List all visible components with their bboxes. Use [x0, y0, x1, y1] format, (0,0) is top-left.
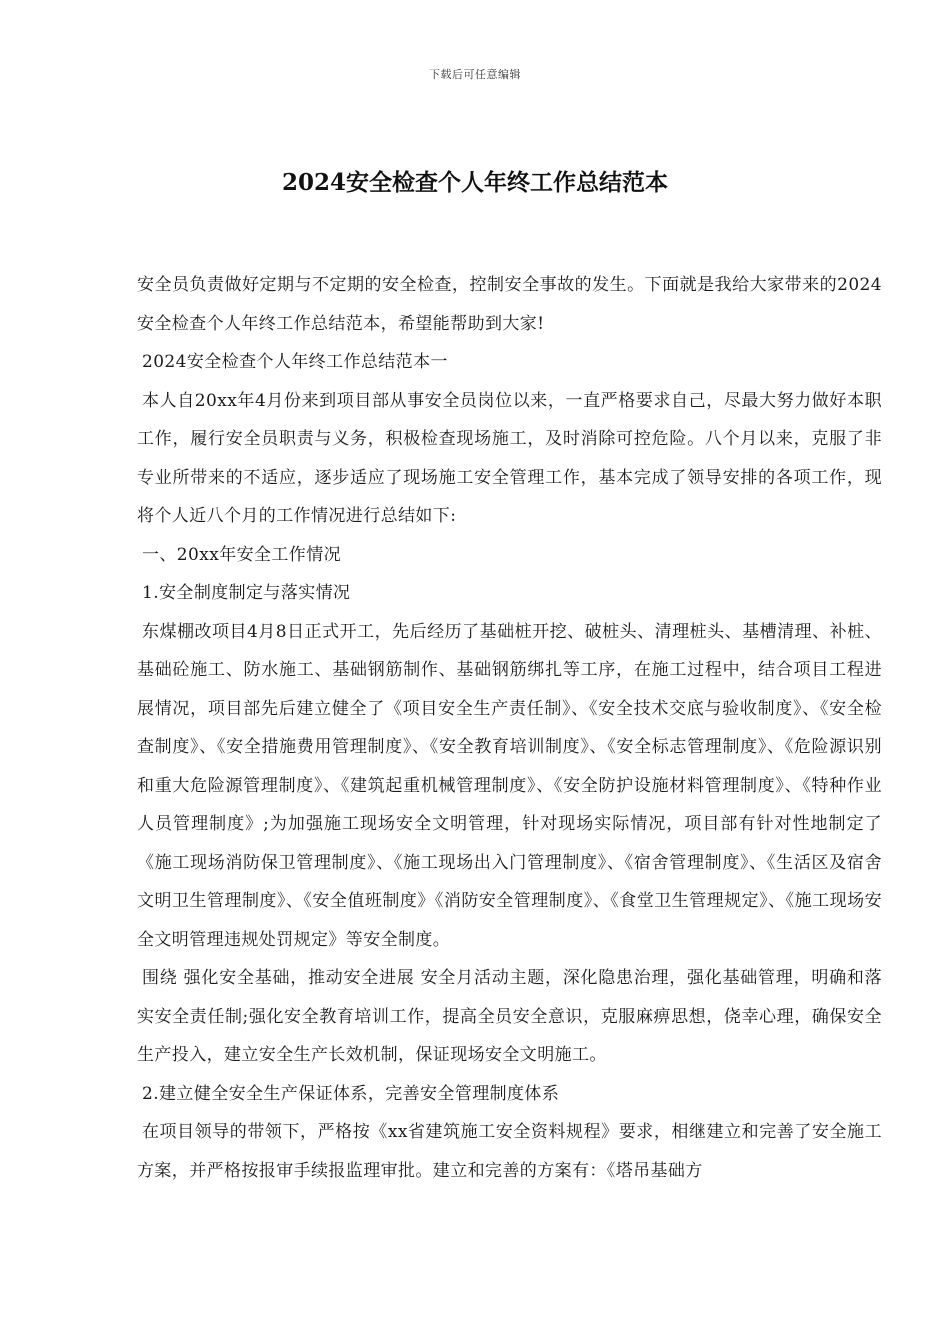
- body-paragraph: 本人自20xx年4月份来到项目部从事安全员岗位以来，一直严格要求自己，尽最大努力做好本职工作，履行安全员职责与义务，积极检查现场施工，及时消除可控危险。八个月以来，克服了非专业所带来的不适应，逐步适应了现场施工安全管理工作，基本完成了领导安排的各项工作，现将个人近八个月的工作情况进行总结如下:: [137, 390, 882, 526]
- body-paragraph: 围绕 强化安全基础，推动安全进展 安全月活动主题，深化隐患治理，强化基础管理，明确和落实安全责任制;强化安全教育培训工作，提高全员安全意识，克服麻痹思想，侥幸心理，确保安全生产投入，建立安全生产长效机制，保证现场安全文明施工。: [137, 968, 882, 1065]
- section-heading: 一、20xx年安全工作情况: [142, 544, 342, 565]
- section-heading: 2024安全检查个人年终工作总结范本一: [142, 352, 448, 372]
- subsection-heading: 2.建立健全安全生产保证体系，完善安全管理制度体系: [142, 1083, 560, 1104]
- body-paragraph: 在项目领导的带领下，严格按《xx省建筑施工安全资料规程》要求，相继建立和完善了安全施工方案，并严格按报审手续报监理审批。建立和完善的方案有：《塔吊基础方: [137, 1122, 882, 1181]
- body-paragraph: 东煤棚改项目4月8日正式开工，先后经历了基础桩开挖、破桩头、清理桩头、基槽清理、补桩、基础砼施工、防水施工、基础钢筋制作、基础钢筋绑扎等工序，在施工过程中，结合项目工程进展情况，项目部先后建立健全了《项目安全生产责任制》、《安全技术交底与验收制度》、《安全检查制度》、《安全措施费用管理制度》、《安全教育培训制度》、《安全标志管理制度》、《危险源识别和重大危险源管理制度》、《建筑起重机械管理制度》、《安全防护设施材料管理制度》、《特种作业人员管理制度》;为加强施工现场安全文明管理，针对现场实际情况，项目部有针对性地制定了《施工现场消防保卫管理制度》、《施工现场出入门管理制度》、《宿舍管理制度》、《生活区及宿舍文明卫生管理制度》、《安全值班制度》《消防安全管理制度》、《食堂卫生管理规定》、《施工现场安全文明管理违规处罚规定》等安全制度。: [137, 621, 882, 950]
- intro-paragraph: 安全员负责做好定期与不定期的安全检查，控制安全事故的发生。下面就是我给大家带来的2024安全检查个人年终工作总结范本，希望能帮助到大家!: [137, 275, 882, 334]
- subsection-heading: 1.安全制度制定与落实情况: [142, 583, 351, 603]
- header-note: 下载后可任意编辑: [429, 68, 521, 81]
- document-title: 2024安全检查个人年终工作总结范本: [281, 169, 668, 196]
- document-body: [137, 266, 882, 1190]
